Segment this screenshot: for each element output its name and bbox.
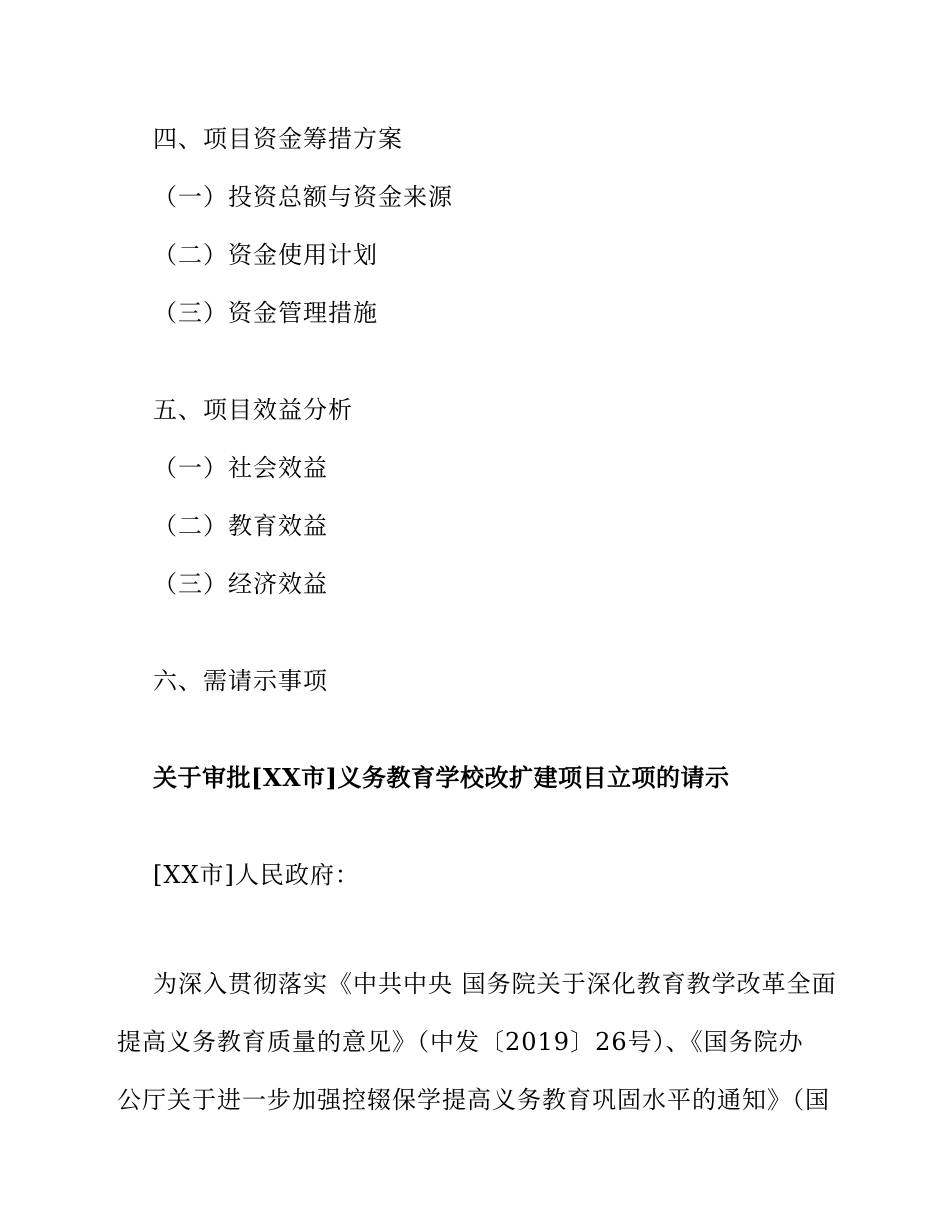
subsection-social-benefit: （一）社会效益 bbox=[153, 454, 328, 482]
subsection-fund-management: （三）资金管理措施 bbox=[153, 299, 378, 327]
subsection-economic-benefit: （三）经济效益 bbox=[153, 570, 328, 598]
subsection-education-benefit: （二）教育效益 bbox=[153, 512, 328, 540]
body-line: 为深入贯彻落实《中共中央 国务院关于深化教育教学改革全面 bbox=[153, 970, 837, 998]
section-heading-benefits: 五、项目效益分析 bbox=[153, 396, 353, 424]
section-heading-request-items: 六、需请示事项 bbox=[153, 667, 328, 695]
salutation: [XX市]人民政府： bbox=[153, 861, 360, 889]
body-line: 公厅关于进一步加强控辍保学提高义务教育巩固水平的通知》（国 bbox=[117, 1086, 830, 1114]
subsection-fund-usage-plan: （二）资金使用计划 bbox=[153, 241, 378, 269]
request-title: 关于审批[XX市]义务教育学校改扩建项目立项的请示 bbox=[153, 763, 730, 792]
section-heading-funding: 四、项目资金筹措方案 bbox=[153, 125, 403, 153]
subsection-investment-sources: （一）投资总额与资金来源 bbox=[153, 183, 453, 211]
request-body-paragraph bbox=[117, 955, 839, 1129]
body-line: 提高义务教育质量的意见》（中发〔2019〕26号）、《国务院办 bbox=[117, 1028, 804, 1056]
